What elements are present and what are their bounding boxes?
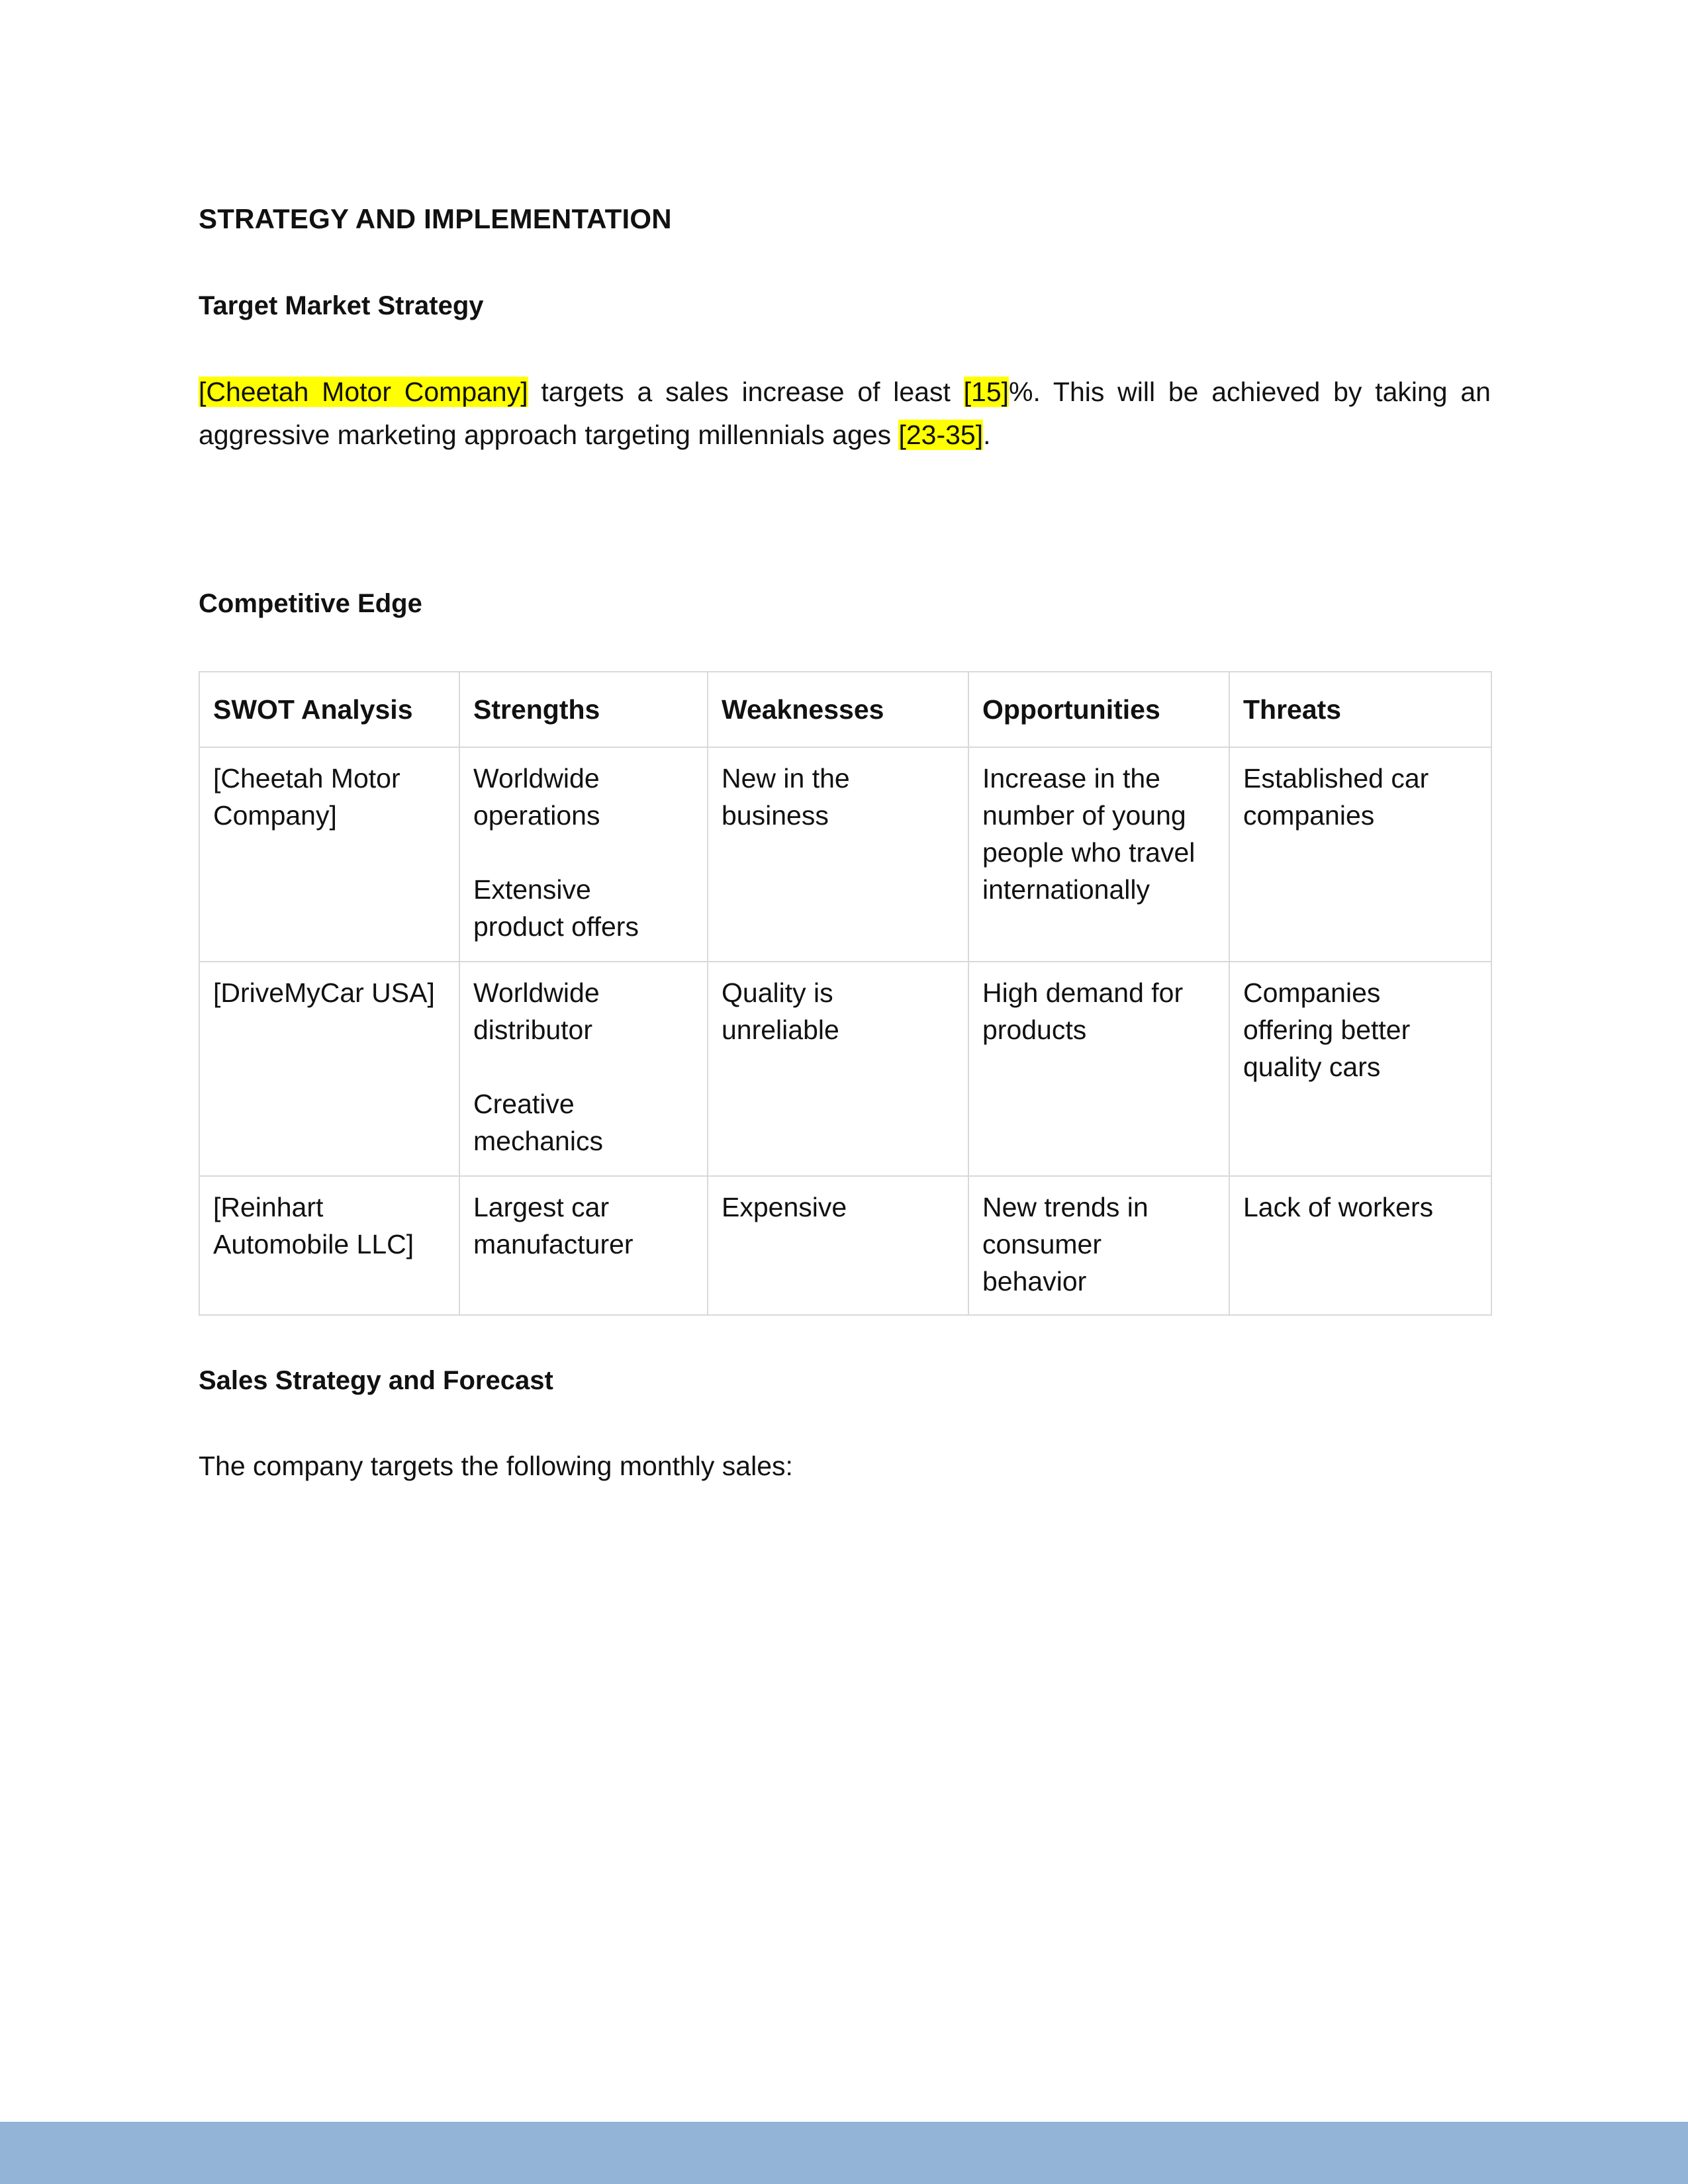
table-row xyxy=(199,1176,1491,1315)
paragraph-text-c: aggressive marketing approach targeting millennials ages xyxy=(199,420,899,450)
swot-header-cell: Threats xyxy=(1229,672,1491,747)
paragraph-text-d: . xyxy=(983,420,991,450)
swot-header-row xyxy=(199,672,1491,747)
target-market-paragraph xyxy=(199,371,1491,457)
table-cell: [Reinhart Automobile LLC] xyxy=(199,1176,459,1315)
table-cell: Lack of workers xyxy=(1229,1176,1491,1315)
paragraph-line-2 xyxy=(199,414,1491,457)
table-cell: Worldwide distributor Creative mechanics xyxy=(459,962,708,1176)
section-heading: STRATEGY AND IMPLEMENTATION xyxy=(199,203,672,234)
sales-paragraph xyxy=(199,1445,1491,1488)
swot-header-cell: Strengths xyxy=(459,672,708,747)
swot-header-cell: Opportunities xyxy=(968,672,1229,747)
table-cell: Largest car manufacturer xyxy=(459,1176,708,1315)
table-cell: High demand for products xyxy=(968,962,1229,1176)
table-cell: Established car companies xyxy=(1229,747,1491,962)
table-cell: [Cheetah Motor Company] xyxy=(199,747,459,962)
highlight-percent: [15] xyxy=(963,377,1009,407)
highlight-company: [Cheetah Motor Company] xyxy=(199,377,528,407)
swot-table xyxy=(199,671,1492,1316)
highlight-ages: [23-35] xyxy=(898,420,984,450)
table-cell: Worldwide operations Extensive product offers xyxy=(459,747,708,962)
swot-header-cell: Weaknesses xyxy=(708,672,968,747)
table-cell: Increase in the number of young people who travel internationally xyxy=(968,747,1229,962)
paragraph-text-a: targets a sales increase of least xyxy=(528,377,964,407)
table-cell: Companies offering better quality cars xyxy=(1229,962,1491,1176)
sales-strategy-heading: Sales Strategy and Forecast xyxy=(199,1366,553,1395)
footer-bar xyxy=(0,2122,1688,2184)
table-cell: Expensive xyxy=(708,1176,968,1315)
table-cell: New trends in consumer behavior xyxy=(968,1176,1229,1315)
paragraph-text-b: %. This will be achieved by taking an xyxy=(1009,377,1491,407)
table-cell: New in the business xyxy=(708,747,968,962)
paragraph-line-1 xyxy=(199,371,1491,414)
competitive-edge-heading: Competitive Edge xyxy=(199,589,422,618)
table-cell: Quality is unreliable xyxy=(708,962,968,1176)
swot-header-cell: SWOT Analysis xyxy=(199,672,459,747)
target-market-heading: Target Market Strategy xyxy=(199,291,484,320)
sales-text: The company targets the following monthly sales: xyxy=(199,1451,793,1481)
table-cell: [DriveMyCar USA] xyxy=(199,962,459,1176)
table-row xyxy=(199,962,1491,1176)
table-row xyxy=(199,747,1491,962)
